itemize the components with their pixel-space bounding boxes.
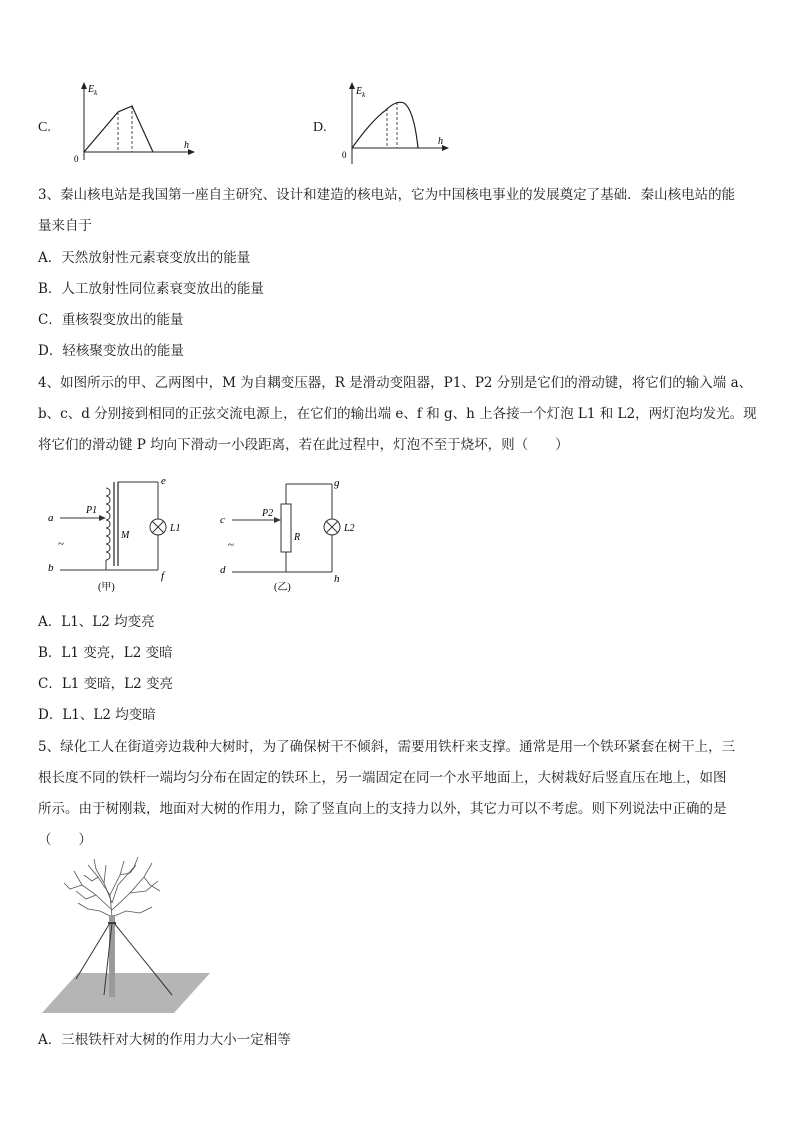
- q5-option-a: A．三根铁杆对大树的作用力大小一定相等: [38, 1032, 291, 1048]
- q3-stem-line1: 3、秦山核电站是我国第一座自主研究、设计和建造的核电站，它为中国核电事业的发展奠定了基础．秦山核电站的能: [38, 187, 736, 203]
- q5-stem-line4: （ ）: [38, 832, 92, 848]
- graph-c-curve: [84, 106, 153, 152]
- yi-label-p2: P2: [262, 508, 274, 519]
- jia-label-p1: P1: [86, 505, 98, 516]
- graph-d-origin: 0: [342, 150, 347, 160]
- rheostat-r: [281, 504, 291, 552]
- jia-label-f: f: [161, 570, 165, 582]
- q4-option-d: D．L1、L2 均变暗: [38, 707, 156, 723]
- jia-ac-symbol: ~: [58, 538, 64, 550]
- jia-label-m: M: [121, 530, 130, 541]
- q5-stem-line3: 所示。由于树刚栽，地面对大树的作用力，除了竖直向上的支持力以外，其它力可以不考虑。则下列说法中正确的是: [38, 801, 727, 817]
- graph-c-x-arrow: [188, 149, 195, 155]
- graph-d-x-arrow: [442, 145, 449, 151]
- circuit-jia: [40, 474, 190, 594]
- tree-figure: [40, 855, 215, 1017]
- yi-ac-symbol: ~: [228, 539, 234, 551]
- option-c-label: C.: [38, 120, 51, 135]
- jia-caption: (甲): [98, 582, 115, 593]
- yi-caption: (乙): [274, 582, 291, 593]
- graph-d-y-label: $E_k$: [356, 86, 366, 99]
- q3-option-d: D．轻核聚变放出的能量: [38, 343, 184, 359]
- option-d-label: D.: [313, 120, 327, 135]
- q3-option-b: B．人工放射性同位素衰变放出的能量: [38, 281, 264, 297]
- q4-stem-line1: 4、如图所示的甲、乙两图中，M 为自耦变压器，R 是滑动变阻器，P1、P2 分别是它们的滑动键，将它们的输入端 a、: [38, 375, 753, 391]
- graph-c: [66, 80, 196, 166]
- graph-c-x-label: h: [184, 140, 189, 151]
- yi-label-g: g: [334, 477, 340, 489]
- graph-d-y-arrow: [349, 82, 355, 89]
- q3-stem-line2: 量来自于: [38, 218, 92, 234]
- yi-label-r: R: [294, 532, 301, 543]
- q5-stem-line2: 根长度不同的铁杆一端均匀分布在固定的铁环上，另一端固定在同一个水平地面上，大树栽好后竖直压在地上，如图: [38, 770, 727, 786]
- q4-stem-line2: b、c、d 分别接到相同的正弦交流电源上，在它们的输出端 e、f 和 g、h 上各接一个灯泡 L1 和 L2，两灯泡均发光。现: [38, 406, 757, 422]
- q4-option-a: A．L1、L2 均变亮: [38, 614, 155, 630]
- graph-c-origin: 0: [74, 154, 79, 164]
- q4-option-b: B．L1 变亮，L2 变暗: [38, 645, 173, 661]
- yi-label-c: c: [220, 514, 225, 526]
- jia-label-b: b: [48, 562, 54, 574]
- p1-arrow: [99, 515, 106, 521]
- rod-left: [76, 923, 110, 979]
- yi-label-d: d: [220, 564, 226, 576]
- graph-c-y-label: $E_k$: [88, 84, 98, 97]
- yi-label-l2: L2: [344, 523, 355, 534]
- graph-d: [334, 80, 454, 166]
- q5-stem-line1: 5、绿化工人在街道旁边栽种大树时，为了确保树干不倾斜，需要用铁杆来支撑。通常是用一个铁环紧套在树干上，三: [38, 739, 736, 755]
- transformer-coil: [106, 488, 110, 560]
- jia-label-a: a: [48, 512, 54, 524]
- graph-d-x-label: h: [438, 136, 443, 147]
- tree-branches: [64, 857, 160, 917]
- ground-plane: [42, 973, 210, 1013]
- q3-option-a: A．天然放射性元素衰变放出的能量: [38, 250, 251, 266]
- jia-label-l1: L1: [170, 523, 181, 534]
- p2-arrow: [274, 517, 281, 523]
- yi-label-h: h: [334, 573, 340, 585]
- jia-label-e: e: [161, 475, 166, 487]
- circuit-yi: [212, 474, 362, 594]
- q3-option-c: C．重核裂变放出的能量: [38, 312, 184, 328]
- graph-d-curve: [352, 102, 418, 148]
- q4-stem-line3: 将它们的滑动键 P 均向下滑动一小段距离，若在此过程中，灯泡不至于烧坏，则（ ）: [38, 437, 569, 453]
- q4-option-c: C．L1 变暗，L2 变亮: [38, 676, 174, 692]
- graph-c-y-arrow: [81, 82, 87, 89]
